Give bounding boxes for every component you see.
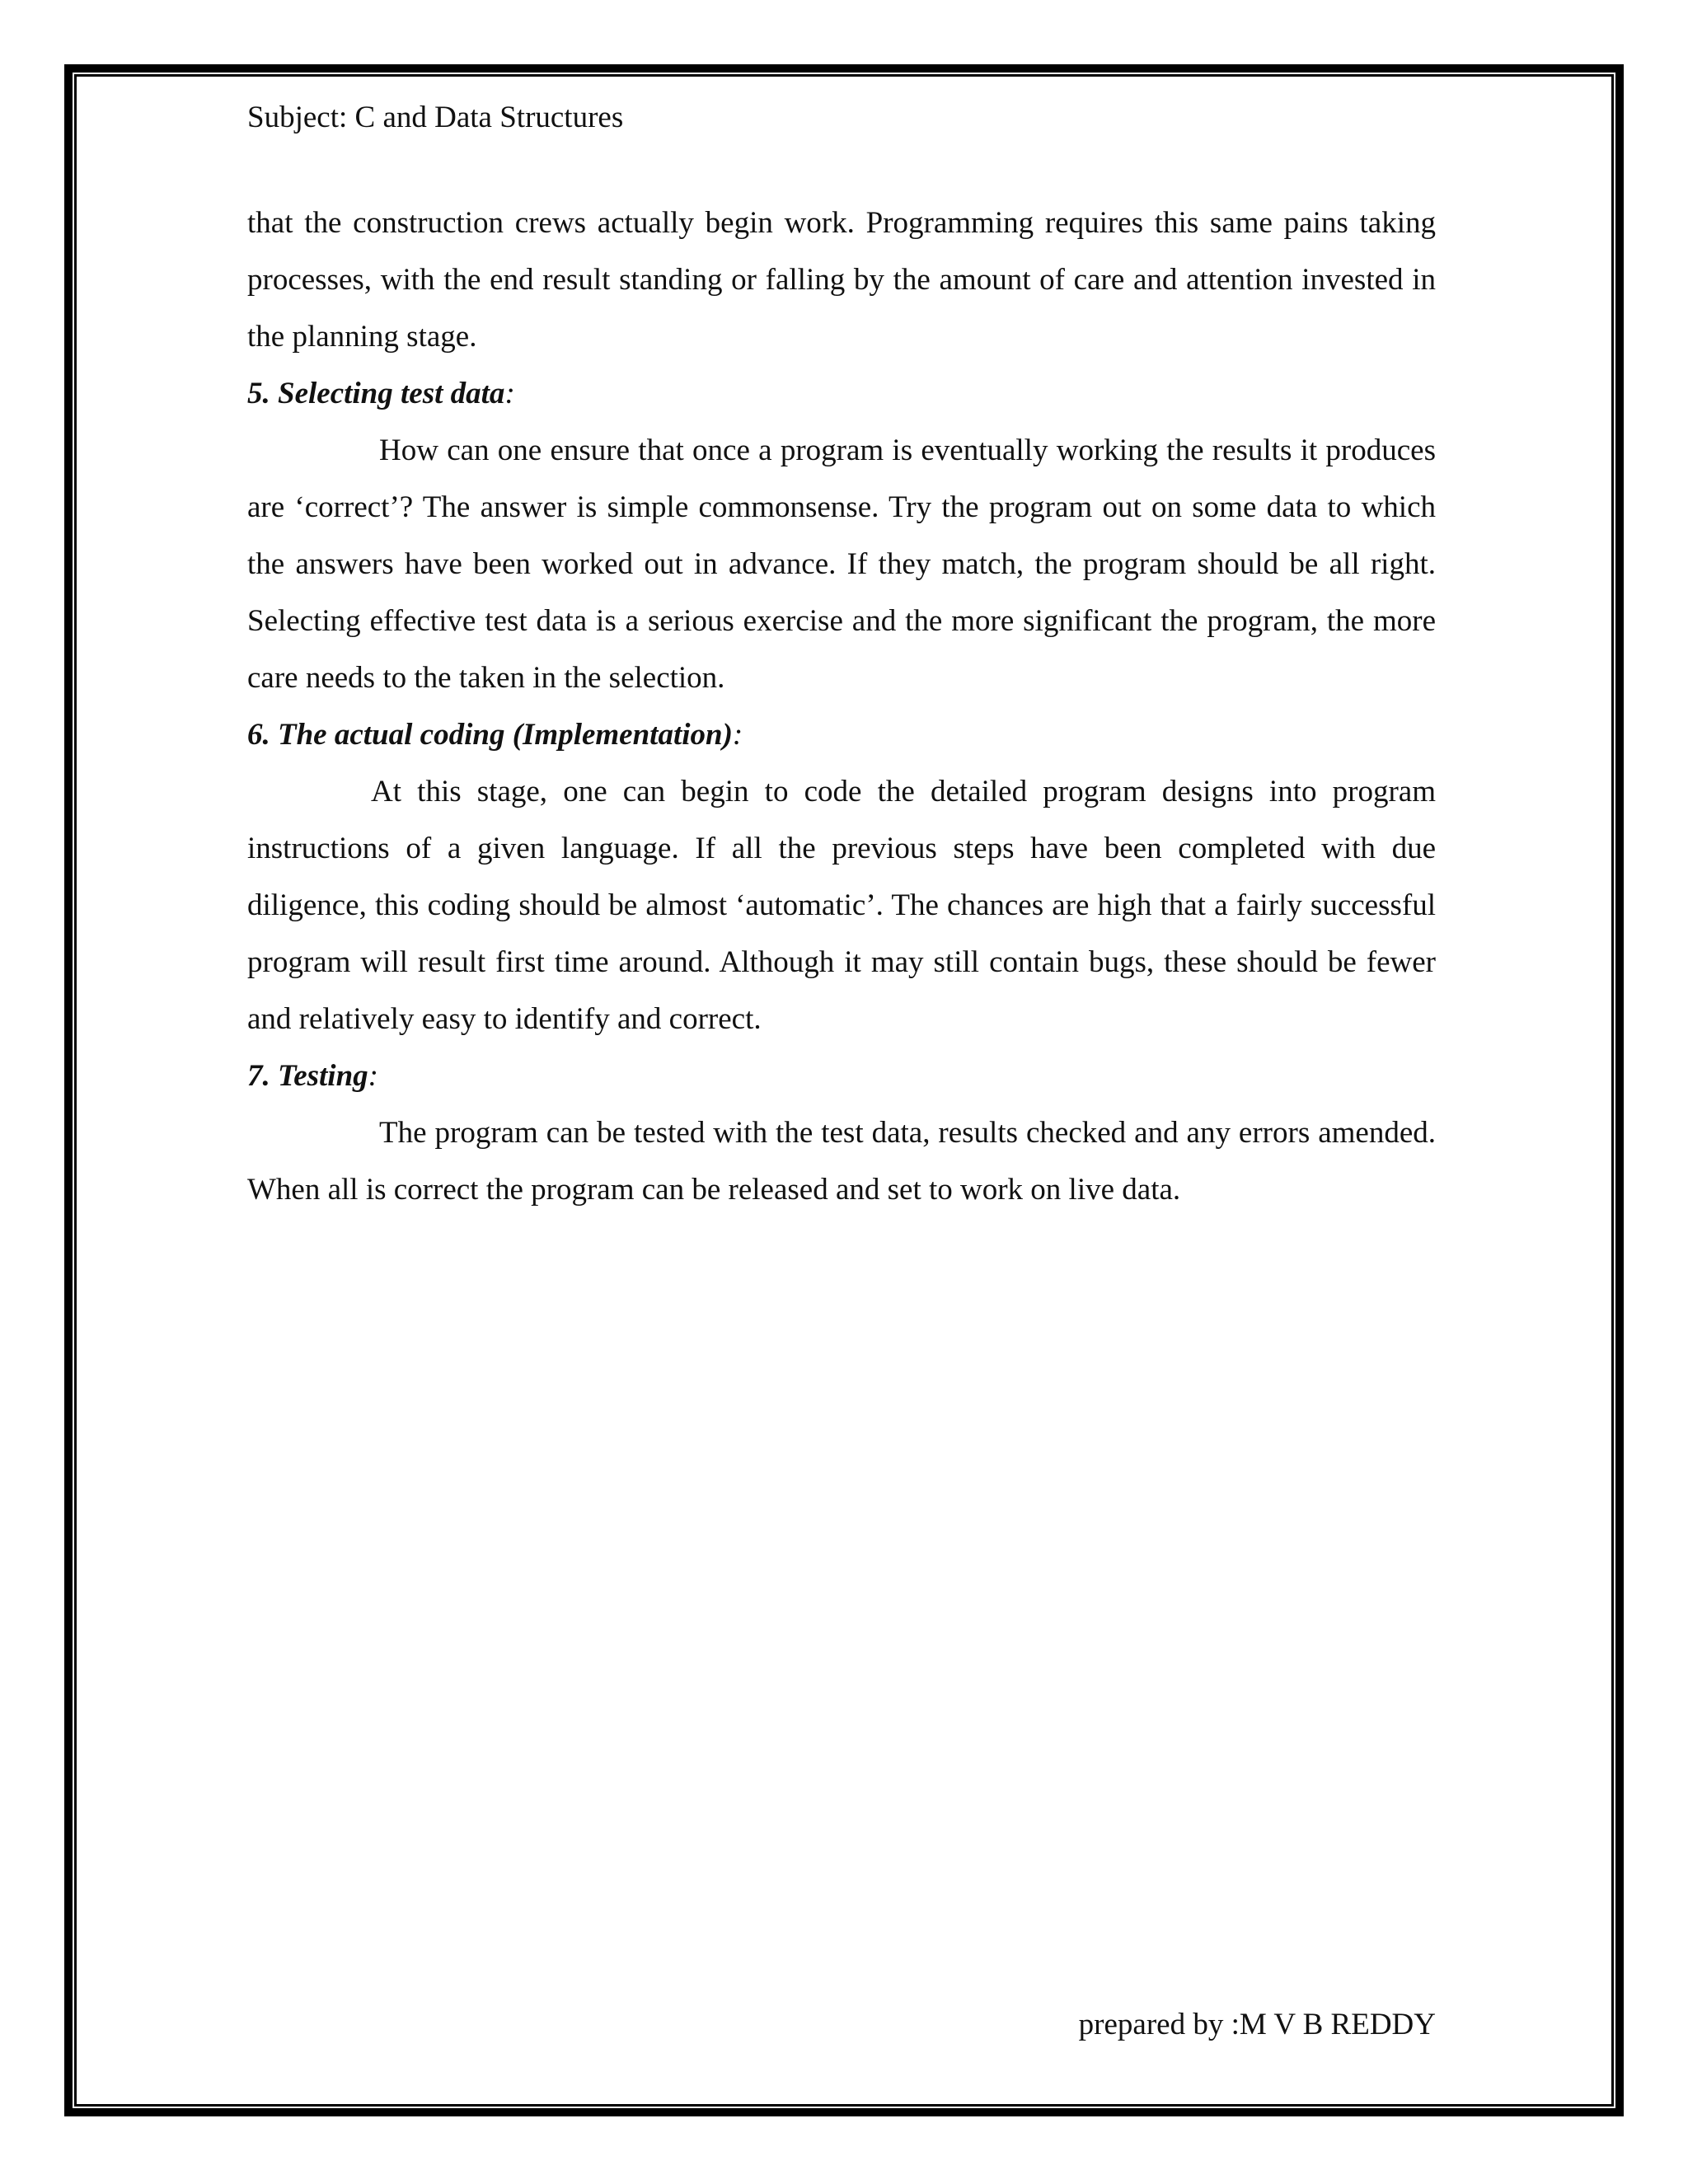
section-heading-actual-coding: [247, 706, 1436, 763]
page-footer-author: prepared by :M V B REDDY: [1078, 2008, 1436, 2041]
section-paragraph-selecting-test-data: How can one ensure that once a program is eventually working the results it produces are ‘correct’? The answer is simple commonsense. Try the program out on some data to which the answers have been worked out in advance. If they match, the program should be all right. Selecting effective test data is a serious exercise and the more significant the program, the more care needs to the taken in the selection.: [247, 434, 1436, 695]
section-heading-selecting-test-data: [247, 365, 1436, 422]
section-heading-colon: :: [504, 377, 515, 410]
page-header-subject: Subject: C and Data Structures: [247, 101, 624, 134]
section-paragraph-actual-coding: At this stage, one can begin to code the detailed program designs into program instructions of a given language. If all the previous steps have been completed with due diligence, this coding should be almost ‘automatic’. The chances are high that a fairly successful program will result first time around. Although it may still contain bugs, these should be fewer and relatively easy to identify and correct.: [247, 775, 1436, 1036]
section-paragraph-testing: The program can be tested with the test data, results checked and any errors amended. When all is correct the program can be released and set to work on live data.: [247, 1116, 1436, 1207]
intro-paragraph: that the construction crews actually begin work. Programming requires this same pains taking processes, with the end result standing or falling by the amount of care and attention invested in the planning stage.: [247, 206, 1436, 354]
section-heading-colon: :: [368, 1059, 378, 1093]
section-heading-text: 7. Testing: [247, 1059, 368, 1093]
section-heading-testing: [247, 1047, 1436, 1104]
document-body: [247, 194, 1436, 1218]
document-page: [247, 0, 1436, 2184]
section-heading-colon: :: [732, 718, 743, 752]
section-heading-text: 5. Selecting test data: [247, 377, 505, 410]
section-heading-text: 6. The actual coding (Implementation): [247, 718, 733, 752]
